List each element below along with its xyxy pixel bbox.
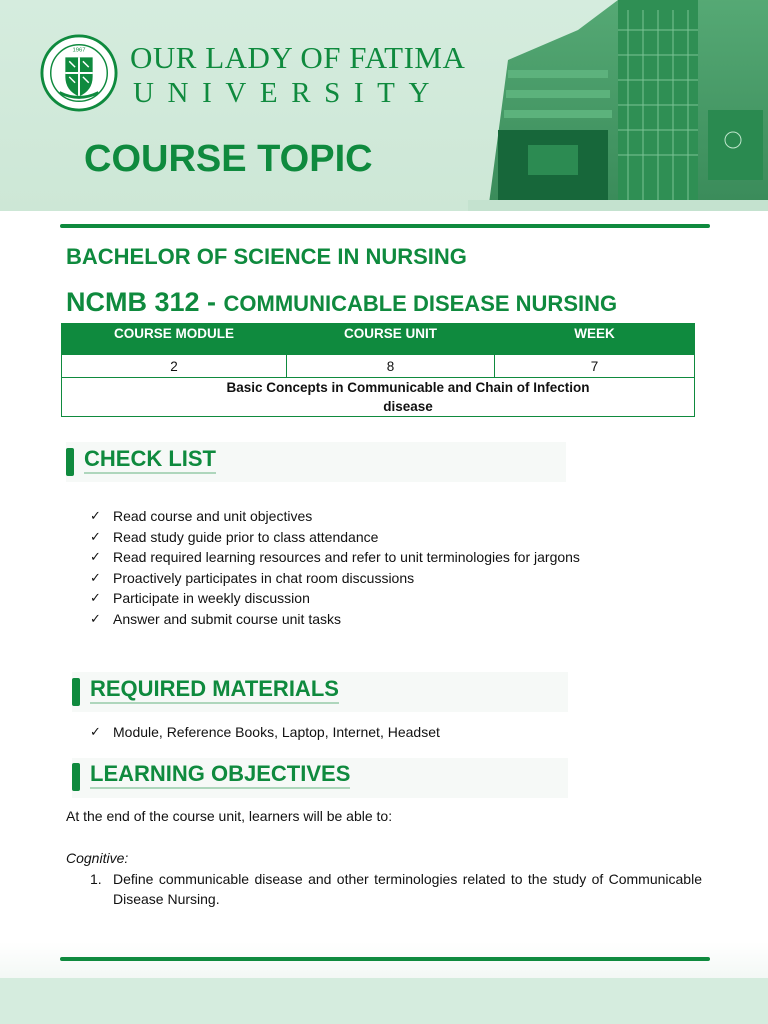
cell-course-module: 2 bbox=[62, 355, 287, 378]
course-info-table bbox=[61, 323, 695, 417]
checkmark-icon: ✓ bbox=[90, 508, 101, 523]
materials-list bbox=[90, 722, 440, 743]
cell-unit-topic: Basic Concepts in Communicable and Chain of Infection disease bbox=[62, 378, 695, 417]
program-title: BACHELOR OF SCIENCE IN NURSING bbox=[66, 244, 467, 269]
objectives-heading-text: LEARNING OBJECTIVES bbox=[90, 761, 350, 789]
course-topic-banner: COURSE TOPIC bbox=[84, 138, 373, 180]
cell-week: 7 bbox=[495, 355, 695, 378]
checkmark-icon: ✓ bbox=[90, 724, 101, 739]
header-banner bbox=[0, 0, 768, 211]
list-item: ✓ Read course and unit objectives bbox=[90, 506, 580, 527]
objective-number: 1. bbox=[90, 871, 102, 887]
list-item: ✓ Read study guide prior to class attendance bbox=[90, 527, 580, 548]
objectives-intro: At the end of the course unit, learners will be able to: bbox=[66, 808, 393, 824]
header-course-unit: COURSE UNIT bbox=[287, 324, 495, 355]
header-course-module: COURSE MODULE bbox=[62, 324, 287, 355]
checkmark-icon: ✓ bbox=[90, 528, 101, 544]
cell-course-unit: 8 bbox=[287, 355, 495, 378]
list-item: ✓ Answer and submit course unit tasks bbox=[90, 609, 580, 630]
checkmark-icon: ✓ bbox=[90, 569, 101, 585]
table-header-row bbox=[62, 324, 695, 355]
course-name: COMMUNICABLE DISEASE NURSING bbox=[223, 291, 618, 316]
svg-text:1967: 1967 bbox=[72, 47, 86, 54]
list-item: ✓ Proactively participates in chat room discussions bbox=[90, 568, 580, 589]
objectives-domain-label: Cognitive: bbox=[66, 850, 129, 866]
heading-bar-icon bbox=[72, 678, 80, 706]
university-seal-logo bbox=[40, 34, 118, 112]
course-code: NCMB 312 - bbox=[66, 287, 224, 317]
checkmark-icon: ✓ bbox=[90, 590, 101, 605]
table-row bbox=[62, 378, 695, 417]
checklist-list bbox=[90, 506, 580, 629]
list-item: ✓ Module, Reference Books, Laptop, Internet, Headset bbox=[90, 722, 440, 743]
materials-heading-text: REQUIRED MATERIALS bbox=[90, 676, 339, 704]
objective-text: Define communicable disease and other terminologies related to the study of Communicable Disease Nursing. bbox=[113, 871, 702, 907]
footer-band bbox=[0, 978, 768, 1024]
list-item: ✓ Read required learning resources and refer to unit terminologies for jargons bbox=[90, 547, 580, 568]
checkmark-icon: ✓ bbox=[90, 549, 101, 564]
course-title bbox=[66, 287, 617, 318]
checklist-heading-text: CHECK LIST bbox=[84, 446, 216, 474]
top-divider bbox=[60, 224, 710, 228]
university-name-line2: UNIVERSITY bbox=[133, 77, 443, 109]
table-row bbox=[62, 355, 695, 378]
header-week: WEEK bbox=[495, 324, 695, 355]
campus-building-image bbox=[468, 0, 768, 211]
bottom-divider bbox=[60, 957, 710, 961]
checkmark-icon: ✓ bbox=[90, 610, 101, 626]
heading-bar-icon bbox=[66, 448, 74, 476]
list-item: ✓ Participate in weekly discussion bbox=[90, 588, 580, 609]
heading-bar-icon bbox=[72, 763, 80, 791]
university-name-line1: OUR LADY OF FATIMA bbox=[130, 40, 466, 75]
objective-item bbox=[90, 869, 702, 909]
